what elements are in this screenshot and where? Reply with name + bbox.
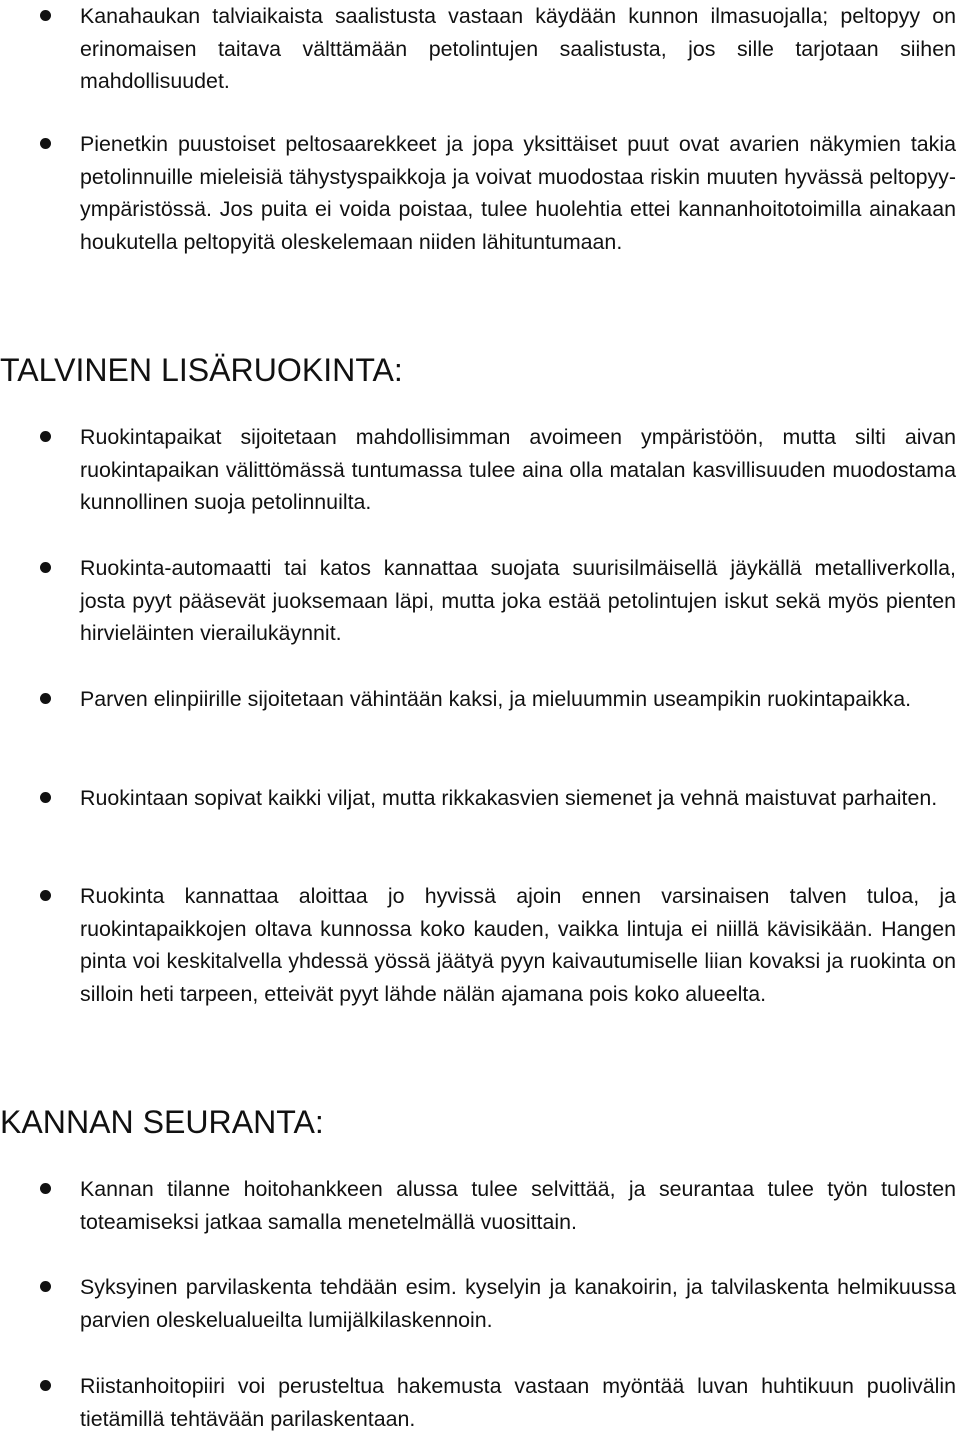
section-heading-seuranta: KANNAN SEURANTA:	[0, 1104, 324, 1140]
list-item-text: Ruokintaan sopivat kaikki viljat, mutta rikkakasvien siemenet ja vehnä maistuvat parhaiten.	[80, 786, 938, 810]
bullet-icon	[40, 562, 51, 573]
bullet-icon	[40, 1183, 51, 1194]
bullet-icon	[40, 693, 51, 704]
bullet-icon	[40, 138, 51, 149]
list-item-text: Ruokintapaikat sijoitetaan mahdollisimman avoimeen ympäristöön, mutta silti aivan ruokintapaikan välittömässä tuntumassa tulee aina olla matalan kasvillisuuden muodostama kunnollinen suoja petolinnuilta.	[80, 425, 956, 515]
bullet-icon	[40, 1281, 51, 1292]
list-item-text: Syksyinen parvilaskenta tehdään esim. kyselyin ja kanakoirin, ja talvilaskenta helmikuussa parvien oleskelualueilta lumijälkilaskennoin.	[80, 1275, 956, 1332]
list-item-text: Ruokinta-automaatti tai katos kannattaa suojata suurisilmäisellä jäykällä metalliverkolla, josta pyyt pääsevät juoksemaan läpi, mutta joka estää petolintujen iskut sekä myös pienten hirvieläinten vierailukäynnit.	[80, 556, 956, 646]
list-item-text: Pienetkin puustoiset peltosaarekkeet ja jopa yksittäiset puut ovat avarien näkymien takia petolinnuille mieleisiä tähystyspaikkoja ja voivat muodostaa riskin muuten hyvässä peltopyy-ympäristössä. Jos puita ei voida poistaa, tulee huolehtia ettei kannanhoitotoimilla ainakaan houkutella peltopyitä oleskelemaan niiden lähituntumaan.	[80, 132, 956, 254]
bullet-icon	[40, 792, 51, 803]
list-item-text: Kannan tilanne hoitohankkeen alussa tulee selvittää, ja seurantaa tulee työn tulosten toteamiseksi jatkaa samalla menetelmällä vuosittain.	[80, 1177, 956, 1234]
bullet-icon	[40, 890, 51, 901]
list-item-text: Ruokinta kannattaa aloittaa jo hyvissä ajoin ennen varsinaisen talven tuloa, ja ruokintapaikkojen oltava kunnossa koko kauden, vaikka lintuja ei niillä kävisikään. Hangen pinta voi keskitalvella yhdessä yössä jäätyä pyyn kaivautumiselle liian kovaksi ja ruokinta on silloin heti tarpeen, etteivät pyyt lähde nälän ajamana pois koko alueelta.	[80, 884, 956, 1006]
list-item-text: Riistanhoitopiiri voi perusteltua hakemusta vastaan myöntää luvan huhtikuun puolivälin tietämillä tehtävään parilaskentaan.	[80, 1374, 956, 1431]
list-item-text: Kanahaukan talviaikaista saalistusta vastaan käydään kunnon ilmasuojalla; peltopyy on erinomaisen taitava välttämään petolintujen saalistusta, jos sille tarjotaan siihen mahdollisuudet.	[80, 4, 956, 94]
bullet-icon	[40, 10, 51, 21]
bullet-icon	[40, 431, 51, 442]
list-item-text: Parven elinpiirille sijoitetaan vähintään kaksi, ja mieluummin useampikin ruokintapaikka.	[80, 687, 912, 711]
bullet-icon	[40, 1380, 51, 1391]
section-heading-talvinen: TALVINEN LISÄRUOKINTA:	[0, 352, 403, 388]
